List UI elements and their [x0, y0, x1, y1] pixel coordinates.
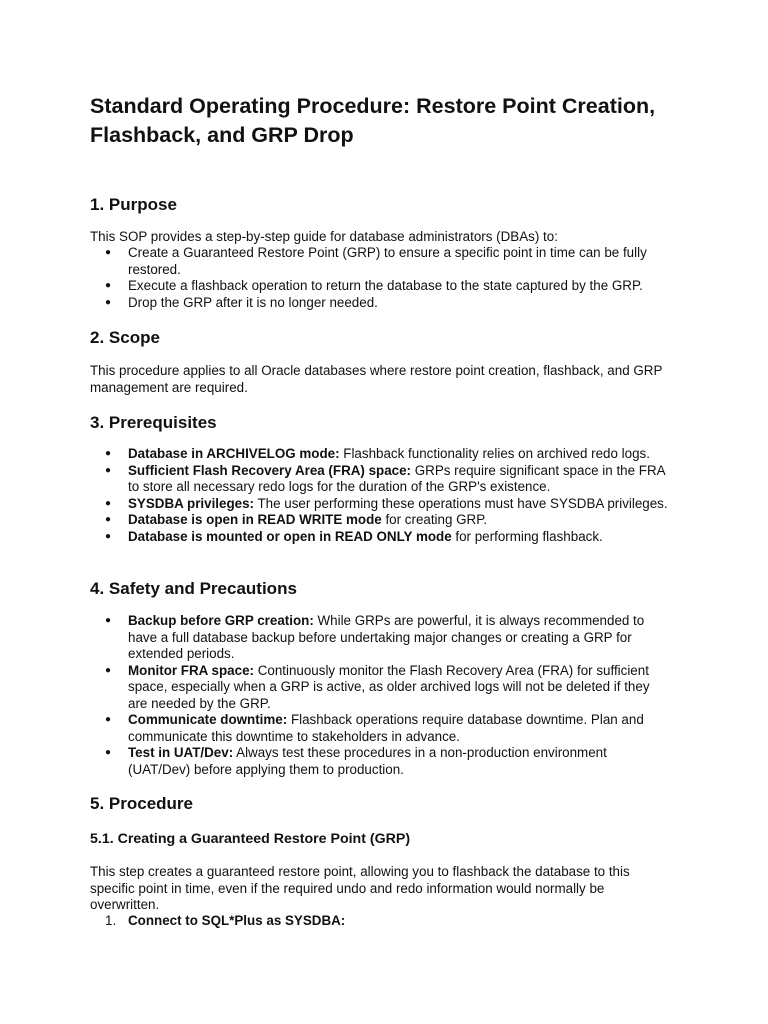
item-label: Database is open in READ WRITE mode: [128, 512, 382, 527]
safety-list: [90, 613, 670, 778]
scope-text: This procedure applies to all Oracle databases where restore point creation, flashback, and GRP management are required.: [90, 363, 663, 395]
step-item: [90, 913, 670, 930]
item-text: While GRPs are powerful, it is always recommended to have a full database backup before undertaking major changes or creating a GRP for extended periods.: [128, 613, 645, 661]
list-item: [90, 712, 670, 745]
purpose-intro: This SOP provides a step-by-step guide for database administrators (DBAs) to:: [90, 229, 558, 244]
section-heading-prerequisites: 3. Prerequisites: [90, 413, 217, 432]
item-label: SYSDBA privileges:: [128, 495, 255, 511]
item-text: for performing flashback.: [451, 528, 603, 544]
item-label: Communicate downtime:: [128, 712, 288, 727]
item-text: for creating GRP.: [381, 512, 488, 527]
list-item: [90, 663, 670, 713]
list-item: [90, 446, 670, 463]
item-label: Monitor FRA space:: [128, 662, 254, 678]
item-text: GRPs require significant space in the FRA to store all necessary redo logs for the duration of the GRP's existence.: [128, 462, 665, 494]
section-heading-purpose: 1. Purpose: [90, 195, 177, 214]
list-item: ● Drop the GRP after it is no longer needed.: [90, 295, 670, 312]
list-item: [90, 512, 670, 529]
page-title: Standard Operating Procedure: Restore Point Creation, Flashback, and GRP Drop: [90, 94, 656, 147]
item-label: Sufficient Flash Recovery Area (FRA) space:: [128, 462, 412, 478]
step-number: 1.: [105, 913, 117, 928]
list-item: [90, 529, 670, 546]
item-text: Continuously monitor the Flash Recovery Area (FRA) for sufficient space, especially when a GRP is active, as older archived logs will not be deleted if they are needed by the GRP.: [128, 662, 650, 711]
item-label: Test in UAT/Dev:: [128, 745, 234, 760]
list-item: [90, 613, 670, 663]
section-heading-procedure: 5. Procedure: [90, 794, 193, 813]
item-label: Backup before GRP creation:: [128, 613, 314, 628]
item-label: Database is mounted or open in READ ONLY mode: [128, 528, 452, 544]
subsection-heading-create-grp: 5.1. Creating a Guaranteed Restore Point (GRP): [90, 831, 411, 847]
item-text: Flashback operations require database downtime. Plan and communicate this downtime to stakeholders in advance.: [128, 712, 644, 744]
list-item: ● Execute a flashback operation to return the database to the state captured by the GRP.: [90, 278, 670, 295]
item-text: Always test these procedures in a non-production environment (UAT/Dev) before applying them to production.: [128, 745, 607, 777]
list-item: [90, 463, 670, 496]
item-label: Database in ARCHIVELOG mode:: [128, 446, 340, 461]
section-heading-scope: 2. Scope: [90, 328, 160, 347]
prerequisites-list: [90, 446, 670, 545]
list-item: ● Create a Guaranteed Restore Point (GRP) to ensure a specific point in time can be fully restored.: [90, 245, 670, 278]
item-text: Flashback functionality relies on archived redo logs.: [339, 446, 650, 461]
purpose-list: [90, 245, 670, 311]
create-grp-text: This step creates a guaranteed restore point, allowing you to flashback the database to this specific point in time, even if the required undo and redo information would normally be overwritten.: [90, 864, 630, 912]
list-item: [90, 496, 670, 513]
step-label: Connect to SQL*Plus as SYSDBA:: [128, 913, 346, 928]
item-text: The user performing these operations must have SYSDBA privileges.: [254, 495, 668, 511]
section-heading-safety: 4. Safety and Precautions: [90, 579, 297, 598]
create-grp-steps: [90, 913, 670, 930]
list-item: [90, 745, 670, 778]
